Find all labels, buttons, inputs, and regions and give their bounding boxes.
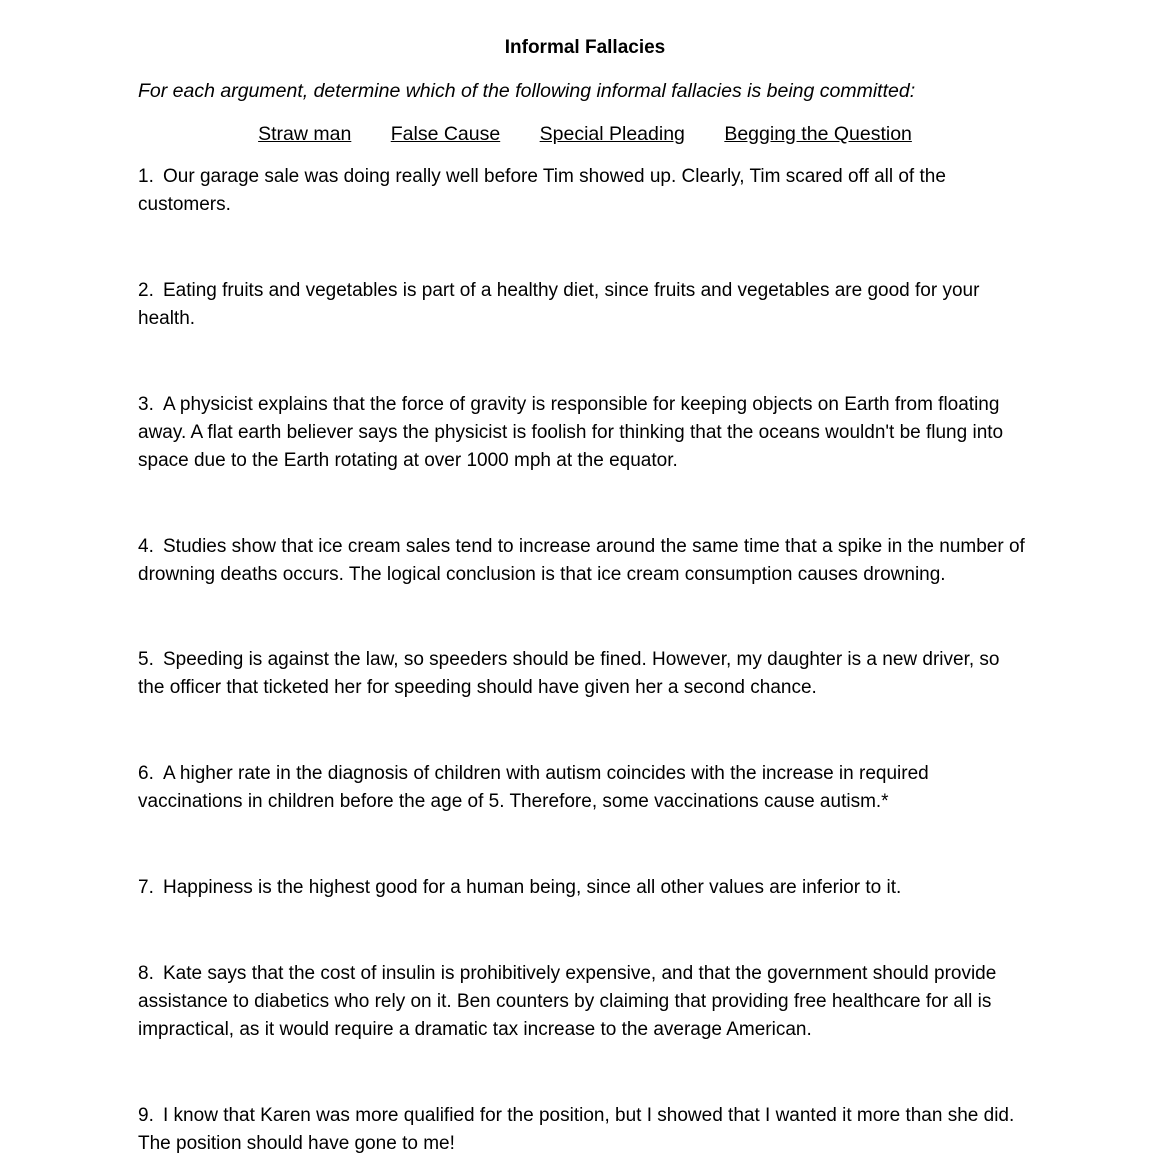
question-number: 2. bbox=[138, 280, 154, 301]
question-number: 3. bbox=[138, 394, 154, 415]
question-6 bbox=[138, 760, 1028, 816]
fallacy-options bbox=[0, 121, 1170, 147]
option-straw-man: Straw man bbox=[258, 123, 352, 145]
question-5 bbox=[138, 646, 1028, 702]
question-text: A higher rate in the diagnosis of children with autism coincides with the increase in required vaccinations in children before the age of 5. Therefore, some vaccinations cause autism.* bbox=[138, 763, 929, 812]
question-text: Happiness is the highest good for a human being, since all other values are inferior to it. bbox=[163, 877, 902, 898]
instructions: For each argument, determine which of the following informal fallacies is being committed: bbox=[138, 80, 916, 102]
question-2 bbox=[138, 277, 1028, 333]
question-1 bbox=[138, 163, 1028, 219]
option-false-cause: False Cause bbox=[390, 123, 501, 145]
question-number: 7. bbox=[138, 877, 154, 898]
question-text: Studies show that ice cream sales tend to increase around the same time that a spike in the number of drowning deaths occurs. The logical conclusion is that ice cream consumption causes drowning. bbox=[138, 536, 1025, 585]
question-text: Our garage sale was doing really well before Tim showed up. Clearly, Tim scared off all of the customers. bbox=[138, 166, 946, 215]
question-number: 9. bbox=[138, 1105, 154, 1126]
question-number: 5. bbox=[138, 649, 154, 670]
question-number: 1. bbox=[138, 166, 154, 187]
question-number: 6. bbox=[138, 763, 154, 784]
question-7 bbox=[138, 874, 1028, 902]
question-text: Eating fruits and vegetables is part of a healthy diet, since fruits and vegetables are good for your health. bbox=[138, 280, 980, 329]
question-3 bbox=[138, 391, 1028, 475]
option-special-pleading: Special Pleading bbox=[539, 123, 685, 145]
question-9 bbox=[138, 1102, 1028, 1158]
question-number: 4. bbox=[138, 536, 154, 557]
question-8 bbox=[138, 960, 1028, 1044]
question-text: I know that Karen was more qualified for the position, but I showed that I wanted it more than she did. The position should have gone to me! bbox=[138, 1105, 1015, 1154]
page-title: Informal Fallacies bbox=[504, 37, 666, 58]
question-text: Kate says that the cost of insulin is prohibitively expensive, and that the government should provide assistance to diabetics who rely on it. Ben counters by claiming that providing free healthcare for all is impractical, as it would require a dramatic tax increase to the average American. bbox=[138, 963, 997, 1040]
question-text: Speeding is against the law, so speeders should be fined. However, my daughter is a new driver, so the officer that ticketed her for speeding should have given her a second chance. bbox=[138, 649, 1000, 698]
question-number: 8. bbox=[138, 963, 154, 984]
option-begging-the-question: Begging the Question bbox=[724, 123, 912, 145]
question-text: A physicist explains that the force of gravity is responsible for keeping objects on Earth from floating away. A flat earth believer says the physicist is foolish for thinking that the oceans wouldn't be flung into space due to the Earth rotating at over 1000 mph at the equator. bbox=[138, 394, 1004, 471]
question-4 bbox=[138, 533, 1028, 589]
